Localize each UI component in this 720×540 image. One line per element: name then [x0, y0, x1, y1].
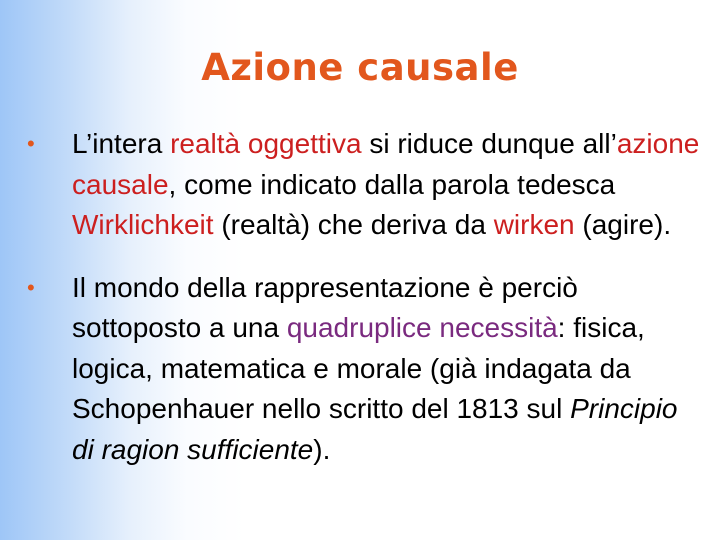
bullet-item: [27, 268, 707, 471]
bullet-text: [72, 272, 678, 465]
text-segment: L’intera: [72, 128, 171, 159]
text-segment: : fisica, logica, matematica e morale (già indagata da Schopenhauer nello scritto del 1813 sul: [72, 312, 645, 424]
bullet-list: [27, 124, 707, 470]
highlight-text: wirken: [493, 209, 575, 240]
highlight-text: quadruplice necessità: [286, 312, 558, 343]
bullet-dot-icon: •: [27, 131, 35, 156]
bullet-text: [72, 128, 699, 240]
text-segment: (realtà) che deriva da: [213, 209, 494, 240]
text-segment: , come indicato dalla parola tedesca: [168, 168, 616, 200]
text-segment: ).: [313, 433, 331, 465]
text-segment: Il mondo della rappresentazione è perciò sottoposto a una: [72, 271, 578, 343]
highlight-text: Wirklichkeit: [72, 209, 214, 240]
text-segment: si riduce dunque all’: [361, 128, 617, 159]
bullet-item: [27, 124, 707, 246]
highlight-text: azione causale: [72, 128, 700, 200]
bullet-dot-icon: •: [27, 274, 35, 300]
text-segment: (agire).: [574, 209, 672, 240]
italic-title-text: Principio di ragion sufficiente: [72, 393, 678, 465]
highlight-text: realtà oggettiva: [170, 128, 362, 159]
slide-title: Azione causale: [201, 46, 519, 89]
